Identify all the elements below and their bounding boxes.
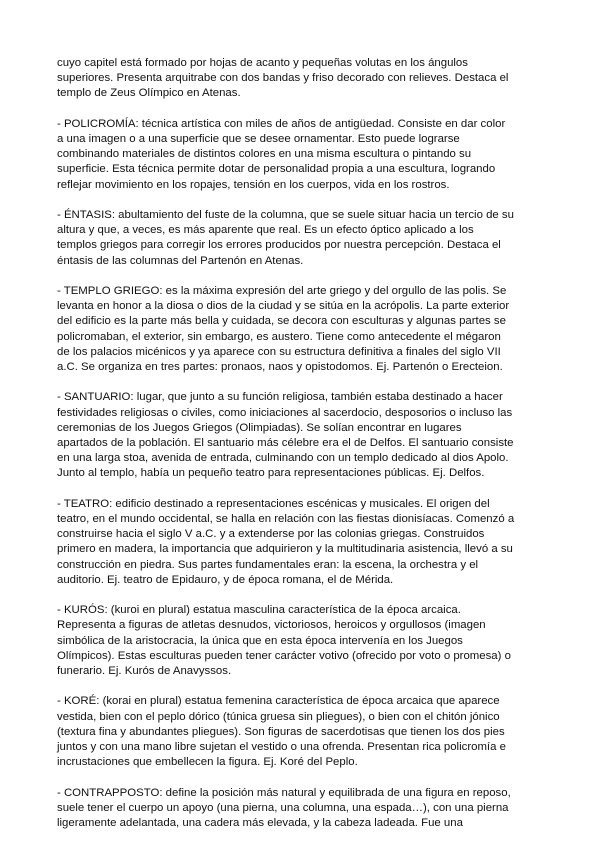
text-line: - TEATRO: edificio destinado a representaciones escénicas y musicales. El origen del bbox=[57, 497, 490, 510]
document-page bbox=[57, 56, 547, 846]
text-line: templo de Zeus Olímpico en Atenas. bbox=[57, 87, 241, 100]
paragraph bbox=[57, 117, 547, 193]
text-line: - TEMPLO GRIEGO: es la máxima expresión del arte griego y del orgullo de las polis. Se bbox=[57, 285, 507, 297]
text-line: auditorio. Ej. teatro de Epidauro, y de época romana, el de Mérida. bbox=[57, 573, 394, 586]
text-line: éntasis de las columnas del Partenón en Atenas. bbox=[57, 254, 304, 267]
paragraph bbox=[57, 56, 547, 102]
text-line: (textura fina y abundantes pliegues). Son figuras de sacerdotisas que tienen los dos pies bbox=[57, 725, 505, 738]
text-line: - KORÉ: (korai en plural) estatua femenina característica de época arcaica que aparece bbox=[57, 695, 500, 708]
text-line: simbólica de la aristocracia, la única que en esta época intervenía en los Juegos bbox=[57, 634, 463, 647]
text-line: templos griegos para corregir los errores producidos por nuestra percepción. Destaca el bbox=[57, 239, 501, 252]
document-body bbox=[57, 56, 547, 831]
text-line: levanta en honor a la diosa o dios de la ciudad y se sitúa en la acrópolis. La parte exterior bbox=[57, 300, 510, 313]
paragraph bbox=[57, 497, 547, 588]
text-line: construirse hacia el siglo V a.C. y a extenderse por las colonias griegas. Construidos bbox=[57, 528, 485, 541]
text-line: - ÉNTASIS: abultamiento del fuste de la columna, que se suele situar hacia un tercio de su bbox=[57, 209, 514, 221]
text-line: vestida, bien con el peplo dórico (túnica gruesa sin pliegues), o bien con el chitón jónico bbox=[57, 710, 500, 723]
text-line: en una larga stoa, avenida de entrada, culminando con un templo dedicado al dios Apolo. bbox=[57, 452, 509, 465]
text-line: ligeramente adelantada, una cadera más elevada, y la cabeza ladeada. Fue una bbox=[57, 817, 463, 830]
text-line: superiores. Presenta arquitrabe con dos bandas y friso decorado con relieves. Destaca el bbox=[57, 72, 509, 85]
text-line: del edificio es la parte más bella y cuidada, se decora con esculturas y algunas partes se bbox=[57, 315, 506, 328]
text-line: reflejar movimiento en los ropajes, tensión en los cuerpos, vida en los rostros. bbox=[57, 178, 450, 191]
text-line: Junto al templo, había un pequeño teatro para representaciones públicas. Ej. Delfos. bbox=[57, 467, 485, 480]
text-line: - POLICROMÍA: técnica artística con miles de años de antigüedad. Consiste en dar color bbox=[57, 117, 506, 130]
paragraph bbox=[57, 390, 547, 481]
text-line: ceremonias de los Juegos Griegos (Olimpiadas). Se solían encontrar en lugares bbox=[57, 421, 462, 434]
paragraph bbox=[57, 694, 547, 770]
text-line: - KURÓS: (kuroi en plural) estatua masculina característica de la época arcaica. bbox=[57, 604, 461, 617]
text-line: altura y que, a veces, es más aparente que real. Es un efecto óptico aplicado a los bbox=[57, 224, 474, 237]
text-line: juntos y con una mano libre sujetan el vestido o una ofrenda. Presentan rica policromía e bbox=[57, 741, 506, 754]
text-line: superficie. Esta técnica permite dotar de personalidad propia a una escultura, logrando bbox=[57, 163, 496, 176]
text-line: funerario. Ej. Kurós de Anavyssos. bbox=[57, 665, 232, 678]
text-line: suele tener el cuerpo un apoyo (una pierna, una columna, una espada…), con una pierna bbox=[57, 801, 509, 814]
text-line: a.C. Se organiza en tres partes: pronaos, naos y opistodomos. Ej. Partenón o Erecteion. bbox=[57, 361, 503, 374]
text-line: combinando materiales de distintos colores en una misma escultura o pintando su bbox=[57, 148, 472, 161]
text-line: a una imagen o a una superficie que se desee ornamentar. Esto puede lograrse bbox=[57, 133, 460, 145]
paragraph bbox=[57, 208, 547, 269]
text-line: apartados de la población. El santuario más célebre era el de Delfos. El santuario consiste bbox=[57, 437, 514, 450]
text-line: construcción en piedra. Sus partes fundamentales eran: la escena, la orchestra y el bbox=[57, 558, 479, 571]
text-line: - CONTRAPPOSTO: define la posición más natural y equilibrada de una figura en reposo, bbox=[57, 786, 511, 799]
text-line: primero en madera, la importancia que adquirieron y la multitudinaria asistencia, llevó a su bbox=[57, 543, 513, 556]
text-line: cuyo capitel está formado por hojas de acanto y pequeñas volutas en los ángulos bbox=[57, 57, 468, 69]
text-line: Representa a figuras de atletas desnudos, victoriosos, heroicos y orgullosos (imagen bbox=[57, 619, 486, 632]
text-line: festividades religiosas o civiles, como iniciaciones al sacerdocio, desposorios o incluso las bbox=[57, 406, 513, 419]
paragraph bbox=[57, 603, 547, 679]
text-line: policromaban, el exterior, sin embargo, es austero. Tiene como antecedente el mégaron bbox=[57, 330, 501, 343]
text-line: de los palacios micénicos y ya aparece con su estructura definitiva a finales del siglo VII bbox=[57, 345, 501, 358]
paragraph bbox=[57, 284, 547, 375]
text-line: incrustaciones que embellecen la figura. Ej. Koré del Peplo. bbox=[57, 756, 358, 769]
text-line: teatro, en el mundo occidental, se halla en relación con las fiestas dionisíacas. Comenzó a bbox=[57, 513, 515, 526]
text-line: Olímpicos). Estas esculturas pueden tener carácter votivo (ofrecido por voto o promesa) o bbox=[57, 649, 511, 662]
paragraph bbox=[57, 786, 547, 832]
text-line: - SANTUARIO: lugar, que junto a su función religiosa, también estaba destinado a hacer bbox=[57, 391, 503, 404]
